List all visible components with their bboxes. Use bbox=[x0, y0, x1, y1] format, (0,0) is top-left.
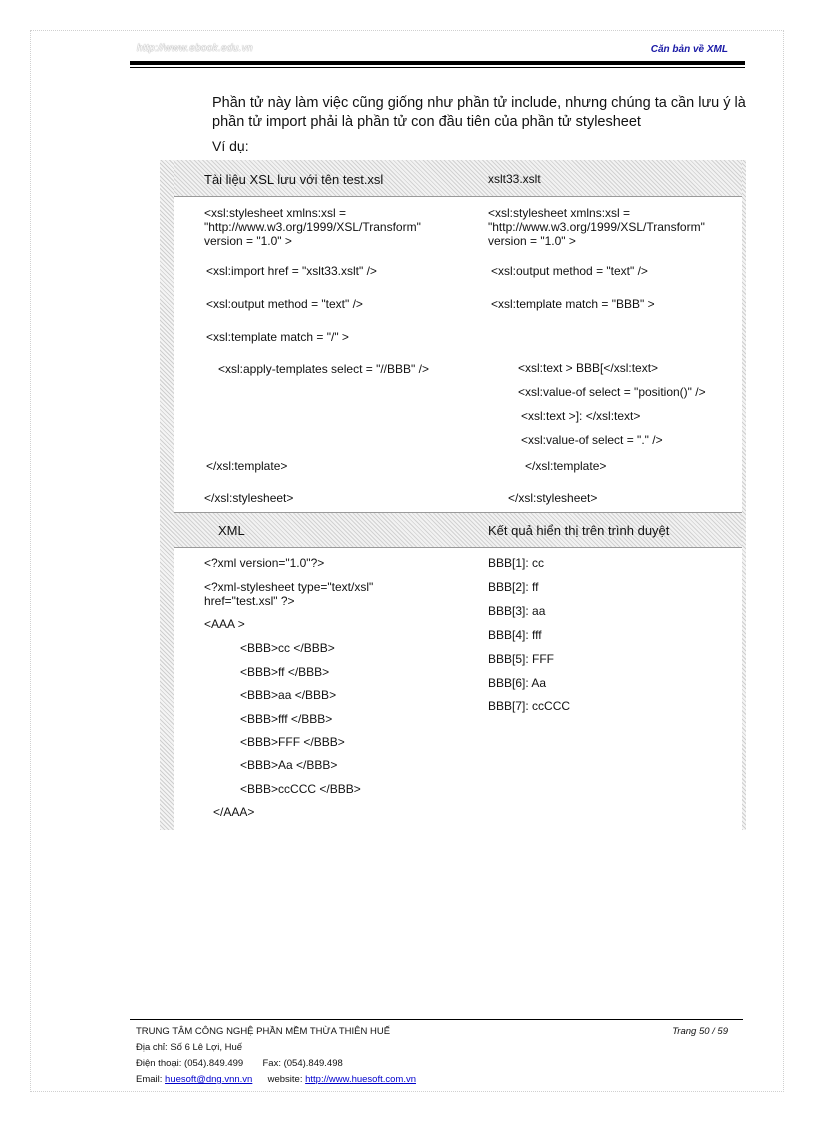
left-output: <xsl:output method = "text" /> bbox=[206, 297, 363, 311]
result-line: BBB[2]: ff bbox=[488, 580, 539, 594]
header-rule bbox=[130, 61, 745, 65]
header-url: http://www.ebook.edu.vn bbox=[137, 43, 253, 54]
right-text-1: <xsl:text > BBB[</xsl:text> bbox=[518, 361, 659, 375]
example-table bbox=[160, 160, 746, 830]
result-line: BBB[3]: aa bbox=[488, 604, 546, 618]
footer-org: TRUNG TÂM CÔNG NGHỆ PHẦN MỀM THỪA THIÊN HUẾ bbox=[136, 1026, 391, 1037]
example-label: Ví dụ: bbox=[212, 138, 249, 154]
xml-bbb-line: <BBB>ff </BBB> bbox=[240, 665, 330, 679]
table1-header-right: xslt33.xslt bbox=[488, 172, 541, 186]
left-import: <xsl:import href = "xslt33.xslt" /> bbox=[206, 264, 377, 278]
footer-page-number: Trang 50 / 59 bbox=[672, 1026, 728, 1037]
result-line: BBB[6]: Aa bbox=[488, 676, 547, 690]
footer-fax: Fax: (054).849.498 bbox=[262, 1058, 343, 1069]
footer-email-link[interactable]: huesoft@dng.vnn.vn bbox=[165, 1074, 253, 1085]
footer-rule bbox=[130, 1019, 743, 1020]
right-value-of-position: <xsl:value-of select = "position()" /> bbox=[518, 385, 706, 399]
right-stylesheet-open-3: version = "1.0" > bbox=[488, 234, 576, 248]
xml-bbb-line: <BBB>fff </BBB> bbox=[240, 712, 333, 726]
result-line: BBB[7]: ccCCC bbox=[488, 699, 571, 713]
right-output: <xsl:output method = "text" /> bbox=[491, 264, 648, 278]
xml-bbb-line: <BBB>cc </BBB> bbox=[240, 641, 335, 655]
result-line: BBB[5]: FFF bbox=[488, 652, 555, 666]
right-template: <xsl:template match = "BBB" > bbox=[491, 297, 655, 311]
right-value-of-dot: <xsl:value-of select = "." /> bbox=[521, 433, 663, 447]
left-apply-templates: <xsl:apply-templates select = "//BBB" /> bbox=[218, 362, 429, 376]
footer-website-link[interactable]: http://www.huesoft.com.vn bbox=[305, 1074, 417, 1085]
xml-aaa-open: <AAA > bbox=[204, 617, 245, 631]
right-stylesheet-open-2: "http://www.w3.org/1999/XSL/Transform" bbox=[488, 220, 705, 234]
xml-stylesheet-pi-2: href="test.xsl" ?> bbox=[204, 594, 295, 608]
footer-phone: Điện thoại: (054).849.499 bbox=[136, 1058, 244, 1069]
intro-paragraph: Phần tử này làm việc cũng giống như phần tử include, nhưng chúng ta cần lưu ý là phần tử import phải là phần tử con đầu tiên của phần tử stylesheet bbox=[212, 95, 746, 130]
right-template-close: </xsl:template> bbox=[525, 459, 607, 473]
xml-bbb-line: <BBB>Aa </BBB> bbox=[240, 758, 338, 772]
xml-aaa-close: </AAA> bbox=[213, 805, 255, 819]
xml-stylesheet-pi-1: <?xml-stylesheet type="text/xsl" bbox=[204, 580, 374, 594]
xml-bbb-line: <BBB>aa </BBB> bbox=[240, 688, 337, 702]
footer-address: Địa chỉ: Số 6 Lê Lợi, Huế bbox=[136, 1042, 243, 1053]
left-stylesheet-open-1: <xsl:stylesheet xmlns:xsl = bbox=[204, 206, 347, 220]
table-left-shading bbox=[160, 160, 174, 830]
right-text-2: <xsl:text >]: </xsl:text> bbox=[521, 409, 641, 423]
table2-header-right: Kết quả hiển thị trên trình duyệt bbox=[488, 523, 670, 538]
table-divider bbox=[174, 547, 742, 548]
header-rule-thin bbox=[130, 67, 745, 68]
right-stylesheet-open-1: <xsl:stylesheet xmlns:xsl = bbox=[488, 206, 631, 220]
result-line: BBB[4]: fff bbox=[488, 628, 542, 642]
left-stylesheet-open-3: version = "1.0" > bbox=[204, 234, 292, 248]
left-stylesheet-close: </xsl:stylesheet> bbox=[204, 491, 294, 505]
table-right-shading bbox=[742, 160, 746, 830]
xml-bbb-line: <BBB>ccCCC </BBB> bbox=[240, 782, 361, 796]
xml-bbb-line: <BBB>FFF </BBB> bbox=[240, 735, 345, 749]
left-template: <xsl:template match = "/" > bbox=[206, 330, 349, 344]
table1-header-left: Tài liệu XSL lưu với tên test.xsl bbox=[204, 172, 384, 187]
footer-email-label: Email: bbox=[136, 1074, 163, 1085]
left-stylesheet-open-2: "http://www.w3.org/1999/XSL/Transform" bbox=[204, 220, 421, 234]
header-title: Căn bản về XML bbox=[650, 44, 728, 55]
footer-website-label: website: bbox=[267, 1074, 303, 1085]
right-stylesheet-close: </xsl:stylesheet> bbox=[508, 491, 598, 505]
table-divider bbox=[174, 196, 742, 197]
table2-header-left: XML bbox=[218, 523, 245, 538]
left-template-close: </xsl:template> bbox=[206, 459, 288, 473]
xml-declaration: <?xml version="1.0"?> bbox=[204, 556, 325, 570]
footer-phone-fax bbox=[136, 1058, 343, 1069]
footer-contact bbox=[136, 1074, 416, 1085]
result-line: BBB[1]: cc bbox=[488, 556, 545, 570]
